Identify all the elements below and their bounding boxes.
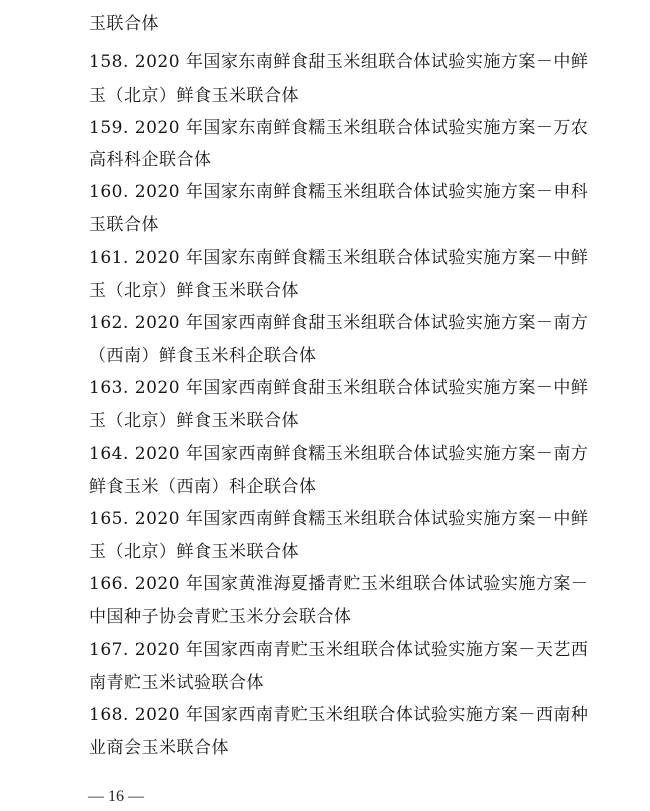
- page-number: — 16 —: [88, 788, 144, 805]
- list-item-163: 163. 2020 年国家西南鲜食甜玉米组联合体试验实施方案－中鲜: [89, 378, 589, 398]
- list-item-161-continuation: 玉（北京）鲜食玉米联合体: [89, 281, 299, 301]
- list-item-164: 164. 2020 年国家西南鲜食糯玉米组联合体试验实施方案－南方: [89, 444, 589, 464]
- list-item-166-continuation: 中国种子协会青贮玉米分会联合体: [89, 607, 352, 627]
- list-item-165: 165. 2020 年国家西南鲜食糯玉米组联合体试验实施方案－中鲜: [89, 509, 589, 529]
- list-item-158-continuation: 玉（北京）鲜食玉米联合体: [89, 86, 299, 106]
- list-item-158: 158. 2020 年国家东南鲜食甜玉米组联合体试验实施方案－中鲜: [89, 52, 589, 72]
- list-item-164-continuation: 鲜食玉米（西南）科企联合体: [89, 477, 317, 497]
- list-item-167-continuation: 南青贮玉米试验联合体: [89, 673, 264, 693]
- list-item-160: 160. 2020 年国家东南鲜食糯玉米组联合体试验实施方案－申科: [89, 182, 589, 202]
- list-item-159-continuation: 高科科企联合体: [89, 150, 212, 170]
- list-item-165-continuation: 玉（北京）鲜食玉米联合体: [89, 542, 299, 562]
- list-item-163-continuation: 玉（北京）鲜食玉米联合体: [89, 411, 299, 431]
- list-item-167: 167. 2020 年国家西南青贮玉米组联合体试验实施方案－天艺西: [89, 640, 589, 660]
- list-item-160-continuation: 玉联合体: [89, 215, 159, 235]
- list-item-161: 161. 2020 年国家东南鲜食糯玉米组联合体试验实施方案－中鲜: [89, 248, 589, 268]
- list-item-159: 159. 2020 年国家东南鲜食糯玉米组联合体试验实施方案－万农: [89, 118, 589, 138]
- document-line: 玉联合体: [89, 14, 159, 34]
- list-item-162-continuation: （西南）鲜食玉米科企联合体: [89, 346, 317, 366]
- list-item-168: 168. 2020 年国家西南青贮玉米组联合体试验实施方案－西南种: [89, 705, 589, 725]
- list-item-168-continuation: 业商会玉米联合体: [89, 738, 229, 758]
- list-item-162: 162. 2020 年国家西南鲜食甜玉米组联合体试验实施方案－南方: [89, 313, 589, 333]
- list-item-166: 166. 2020 年国家黄淮海夏播青贮玉米组联合体试验实施方案－: [89, 574, 589, 594]
